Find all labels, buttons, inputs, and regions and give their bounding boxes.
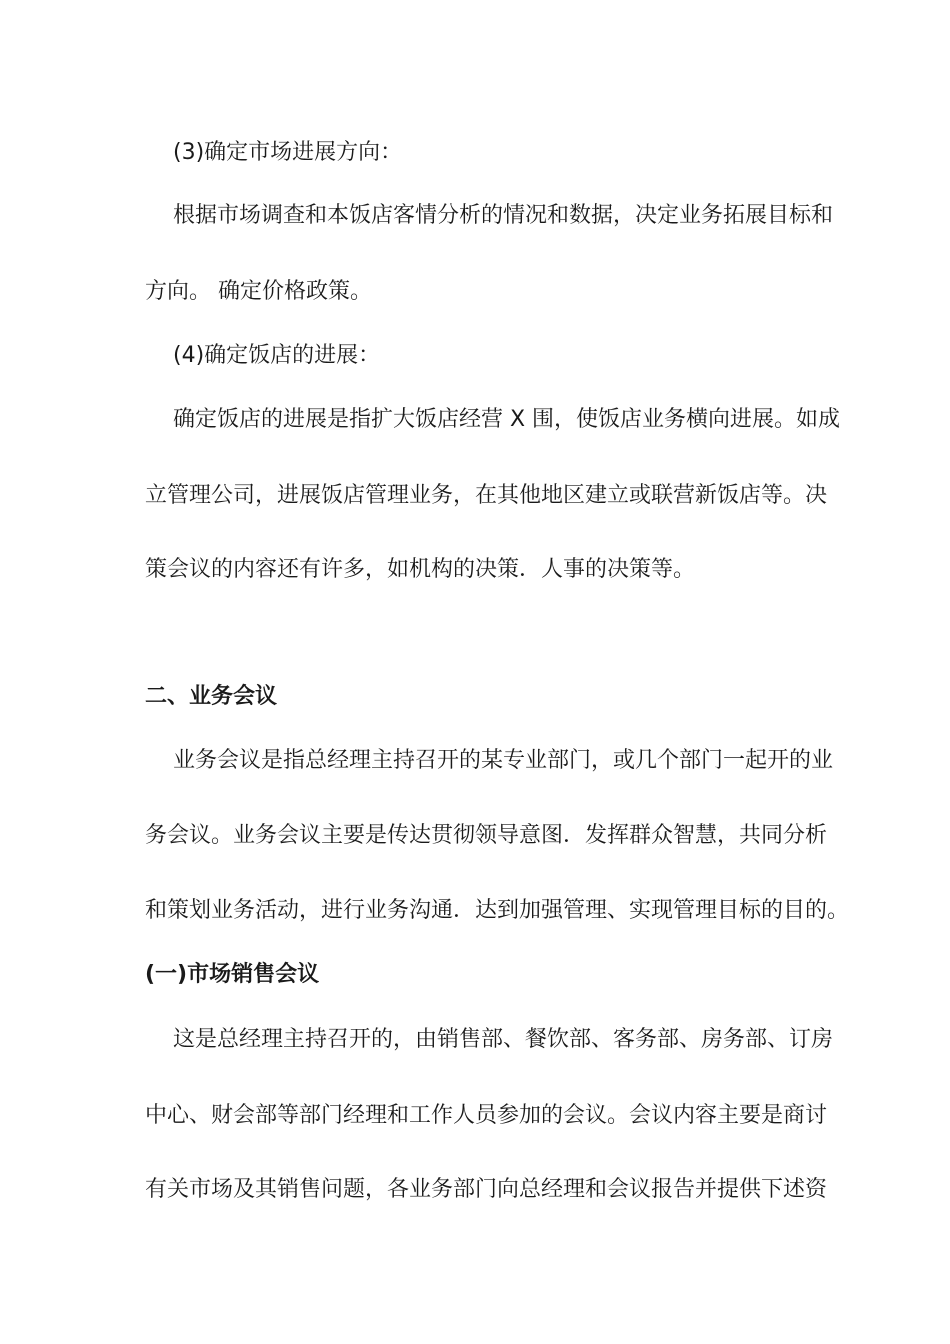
paragraph-line: 立管理公司，进展饭店管理业务，在其他地区建立或联营新饭店等。决 [145, 483, 828, 508]
section-heading: 二、业务会议 [145, 684, 278, 709]
paragraph-line: 根据市场调查和本饭店客情分析的情况和数据，决定业务拓展目标和 [173, 203, 834, 228]
paragraph-line: 方向。 确定价格政策。 [145, 279, 372, 304]
paragraph-line: 这是总经理主持召开的，由销售部、餐饮部、客务部、房务部、订房 [173, 1027, 834, 1052]
paragraph-line: 中心、财会部等部门经理和工作人员参加的会议。会议内容主要是商讨 [145, 1103, 828, 1128]
paragraph-item-4-heading: (4)确定饭店的进展： [173, 343, 381, 368]
paragraph-line: 有关市场及其销售问题，各业务部门向总经理和会议报告并提供下述资 [145, 1177, 828, 1202]
paragraph-line: 确定饭店的进展是指扩大饭店经营 X 围，使饭店业务横向进展。如成 [173, 407, 841, 432]
paragraph-line: 务会议。业务会议主要是传达贯彻领导意图．发挥群众智慧，共同分析 [145, 823, 828, 848]
paragraph-item-3-heading: (3)确定市场进展方向： [173, 140, 403, 165]
paragraph-line: 和策划业务活动，进行业务沟通．达到加强管理、实现管理目标的目的。 [145, 898, 850, 923]
subsection-heading: (一)市场销售会议 [145, 962, 320, 987]
paragraph-line: 策会议的内容还有许多，如机构的决策．人事的决策等。 [145, 557, 696, 582]
paragraph-line: 业务会议是指总经理主持召开的某专业部门，或几个部门一起开的业 [173, 748, 834, 773]
